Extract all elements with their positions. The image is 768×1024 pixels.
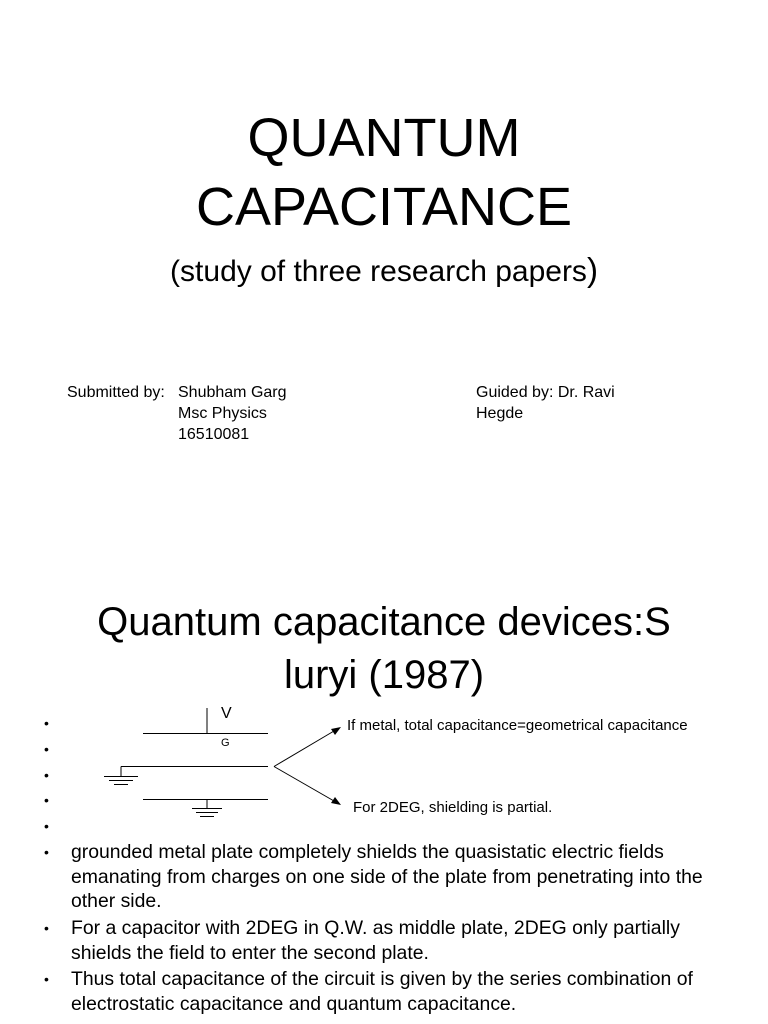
- bullet-text: grounded metal plate completely shields the quasistatic electric fields emanating from charges on one side of the plate from penetrating into the other side.: [71, 841, 703, 912]
- diagram-label-metal: If metal, total capacitance=geometrical capacitance: [347, 717, 688, 734]
- empty-bullet: •: [44, 715, 49, 731]
- submitted-by-name: Shubham Garg: [178, 384, 287, 401]
- arrow-to-metal-head: [331, 727, 341, 735]
- arrow-to-2deg-head: [331, 797, 341, 805]
- empty-bullet: •: [44, 741, 49, 757]
- subtitle-close-paren: ): [586, 251, 598, 288]
- diagram-label-g: G: [221, 737, 230, 749]
- subtitle-open-paren: (: [170, 255, 181, 288]
- subtitle-text: study of three research papers: [180, 255, 587, 288]
- slide1-title-line1: QUANTUM: [247, 108, 521, 168]
- slide2-title-line2: luryi (1987): [283, 653, 485, 697]
- bullet-text: Thus total capacitance of the circuit is given by the series combination of electrostatic capacitance and quantum capacitance.: [71, 968, 693, 1015]
- bullet-dot: •: [44, 844, 49, 860]
- bullet-dot: •: [44, 920, 49, 936]
- slide2-title-line1: Quantum capacitance devices:S: [97, 600, 671, 644]
- bullet-text: For a capacitor with 2DEG in Q.W. as middle plate, 2DEG only partially shields the field to enter the second plate.: [71, 917, 680, 964]
- submitted-by-roll: 16510081: [178, 426, 250, 443]
- empty-bullet: •: [44, 792, 49, 808]
- guided-by-line2: Hegde: [476, 405, 524, 422]
- slide1-subtitle: [0, 252, 768, 290]
- arrow-to-2deg-line: [274, 767, 334, 802]
- guided-by-line1: Guided by: Dr. Ravi: [476, 384, 615, 401]
- submitted-by-label: Submitted by:: [67, 384, 165, 401]
- arrow-to-metal-line: [274, 731, 334, 767]
- diagram-label-v: V: [221, 705, 232, 722]
- bullet-dot: •: [44, 971, 49, 987]
- diagram-label-2deg: For 2DEG, shielding is partial.: [353, 799, 553, 816]
- empty-bullet: •: [44, 818, 49, 834]
- submitted-by-program: Msc Physics: [178, 405, 267, 422]
- empty-bullet: •: [44, 767, 49, 783]
- slide1-title-line2: CAPACITANCE: [195, 177, 573, 237]
